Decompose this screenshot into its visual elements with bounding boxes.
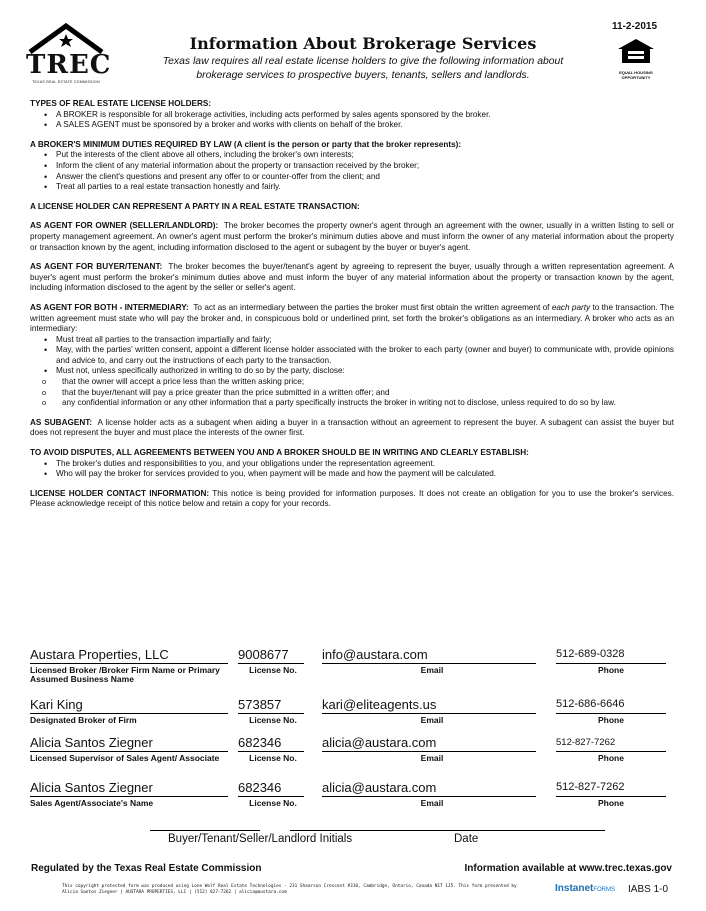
intermediary-sublist (30, 377, 674, 409)
owner-paragraph (30, 221, 674, 253)
broker-firm-row (30, 646, 674, 694)
initials-label: Buyer/Tenant/Seller/Landlord Initials (168, 833, 353, 845)
list-item: • May, with the parties' written consent, appoint a different license holder associated with the broker to each party (owner and buyer) to communicate with, provide opinions and advice to, and carry out the instructions of each party to the transaction. (56, 345, 674, 366)
designated-broker-phone-field[interactable]: 512-686-6646 (556, 696, 666, 714)
trec-logo (26, 22, 112, 92)
intermediary-text-b: to the transaction. The written agreement must state who will pay the broker and, in conspicuous bold or underlined print, set forth the broker's obligations as an intermediary. A broker who acts as an intermediary: (30, 302, 675, 334)
subagent-paragraph (30, 418, 674, 439)
sales-agent-license-field[interactable]: 682346 (238, 779, 304, 797)
designated-broker-name-field[interactable]: Kari King (30, 696, 228, 714)
supervisor-label: Licensed Supervisor of Sales Agent/ Associate (30, 753, 220, 763)
sales-agent-row (30, 779, 674, 827)
disputes-heading: TO AVOID DISPUTES, ALL AGREEMENTS BETWEEN YOU AND A BROKER SHOULD BE IN WRITING AND CLEARLY ESTABLISH: (30, 448, 529, 458)
subagent-lead: AS SUBAGENT: (30, 417, 93, 427)
logo-text: TREC (26, 50, 112, 80)
sales-agent-name-field[interactable]: Alicia Santos Ziegner (30, 779, 228, 797)
subtitle-line-2: brokerage services to prospective buyers, tenants, sellers and landlords. (196, 70, 530, 81)
list-item: • Must treat all parties to the transaction impartially and fairly; (56, 335, 674, 346)
form-id: IABS 1-0 (628, 884, 669, 895)
copyright-text: This copyright protected form was produced using Lone Wolf Real Estate Technologies - 231 Shearson Crescent #310, Cambridge, Ontario, Canada N1T 1J5. This form presented by Alicia Santos Ziegner | AUSTARA PROPERTIES, LLC | (512) 827-7262 | alicia@austara.com (62, 884, 517, 895)
list-item: • A BROKER is responsible for all brokerage activities, including acts performed by sales agents sponsored by the broker. (56, 110, 674, 121)
contact-text: This notice is being provided for information purposes. It does not create an obligation for you to use the broker's services. Please acknowledge receipt of this notice below and retain a copy for your records. (30, 488, 674, 509)
email-label: Email (420, 753, 444, 763)
subagent-text: A license holder acts as a subagent when aiding a buyer in a transaction without an agreement to represent the buyer. A subagent can assist the buyer but does not represent the buyer and must place the interests of the owner first. (30, 417, 674, 438)
buyer-text: The broker becomes the buyer/tenant's agent by agreeing to represent the buyer, usually through a written representation agreement. A buyer's agent must perform the broker's minimum duties above and must inform the buyer of any material information about the property or transaction known by the agent, including information disclosed to the agent by the seller or seller's agent. (30, 262, 674, 293)
list-item: • Put the interests of the client above all others, including the broker's own interests; (56, 150, 674, 161)
broker-email-field[interactable]: info@austara.com (322, 646, 536, 664)
sub-list-item: o that the buyer/tenant will pay a price greater than the price submitted in a written offer; and (62, 388, 674, 399)
initials-line-1[interactable] (150, 830, 260, 831)
intermediary-paragraph (30, 303, 674, 335)
intermediary-text-em: each party (551, 302, 591, 312)
intermediary-lead: AS AGENT FOR BOTH - INTERMEDIARY: (30, 302, 189, 312)
instanet-logo (555, 883, 615, 894)
sub-list-item: o that the owner will accept a price less than the written asking price; (62, 377, 674, 388)
supervisor-license-field[interactable]: 682346 (238, 734, 304, 752)
license-label: License No. (249, 753, 297, 763)
page-title: Information About Brokerage Services (189, 34, 537, 53)
duties-heading-text: A BROKER'S MINIMUM DUTIES REQUIRED BY LAW (A client is the person or party that the broker represents): (30, 139, 462, 149)
form-date: 11-2-2015 (612, 21, 658, 32)
date-line[interactable] (405, 830, 605, 831)
phone-label: Phone (598, 798, 624, 808)
phone-label: Phone (598, 665, 624, 675)
page-subtitle (132, 55, 594, 83)
broker-name-label: Licensed Broker /Broker Firm Name or Primary Assumed Business Name (30, 665, 220, 684)
designated-broker-license-field[interactable]: 573857 (238, 696, 304, 714)
phone-label: Phone (598, 715, 624, 725)
license-label: License No. (249, 715, 297, 725)
email-label: Email (420, 665, 444, 675)
email-label: Email (420, 798, 444, 808)
duties-list (30, 150, 674, 192)
supervisor-row (30, 734, 674, 782)
types-heading: TYPES OF REAL ESTATE LICENSE HOLDERS: (30, 99, 212, 108)
owner-lead: AS AGENT FOR OWNER (SELLER/LANDLORD): (30, 221, 219, 231)
buyer-paragraph (30, 262, 674, 294)
buyer-lead: AS AGENT FOR BUYER/TENANT: (30, 262, 163, 272)
logo-subtext: TEXAS REAL ESTATE COMMISSION (32, 80, 100, 84)
list-item: • A SALES AGENT must be sponsored by a broker and works with clients on behalf of the broker. (56, 120, 674, 131)
sales-agent-phone-field[interactable]: 512-827-7262 (556, 779, 666, 797)
list-item: • Who will pay the broker for services provided to you, when payment will be made and how the payment will be calculated. (56, 469, 674, 480)
sales-agent-label: Sales Agent/Associate's Name (30, 798, 154, 808)
list-item: • Treat all parties to a real estate transaction honestly and fairly. (56, 182, 674, 193)
supervisor-name-field[interactable]: Alicia Santos Ziegner (30, 734, 228, 752)
owner-text: The broker becomes the property owner's agent through an agreement with the owner, usually in a written listing to sell or property management agreement. An owner's agent must perform the broker's minimum duties above and must inform the owner of any material information about the property or transaction known by the agent, including information disclosed to the agent or subagent by the buyer or buyer's agent. (30, 221, 674, 252)
duties-heading (30, 140, 674, 151)
info-available-text: Information available at www.trec.texas.gov (464, 863, 672, 874)
contact-paragraph (30, 489, 674, 510)
eho-text: EQUAL HOUSING OPPORTUNITY (619, 70, 653, 80)
designated-broker-email-field[interactable]: kari@eliteagents.us (322, 696, 536, 714)
intermediary-list (30, 335, 674, 377)
designated-broker-label: Designated Broker of Firm (30, 715, 137, 725)
types-list (30, 110, 674, 131)
intermediary-text-a: To act as an intermediary between the parties the broker must first obtain the written agreement of (193, 302, 550, 312)
initials-line-2[interactable] (290, 830, 405, 831)
license-label: License No. (249, 798, 297, 808)
forms-text: FORMS (593, 887, 616, 893)
email-label: Email (420, 715, 444, 725)
represent-heading: A LICENSE HOLDER CAN REPRESENT A PARTY IN A REAL ESTATE TRANSACTION: (30, 201, 360, 211)
supervisor-email-field[interactable]: alicia@austara.com (322, 734, 536, 752)
phone-label: Phone (598, 753, 624, 763)
contact-lead: LICENSE HOLDER CONTACT INFORMATION: (30, 488, 210, 498)
sub-list-item: o any confidential information or any other information that a party specifically instructs the broker in writing not to disclose, unless required to do so by law. (62, 398, 674, 409)
list-item: • Answer the client's questions and present any offer to or counter-offer from the client; and (56, 172, 674, 183)
license-label: License No. (249, 665, 297, 675)
date-label: Date (454, 833, 479, 845)
notice-body (30, 99, 674, 510)
supervisor-phone-field[interactable]: 512-827-7262 (556, 734, 666, 752)
list-item: • Inform the client of any material information about the property or transaction received by the broker; (56, 161, 674, 172)
instanet-text: Instanet (555, 883, 594, 894)
broker-phone-field[interactable]: 512-689-0328 (556, 646, 666, 664)
disputes-list (30, 459, 674, 480)
broker-license-field[interactable]: 9008677 (238, 646, 304, 664)
regulated-by-text: Regulated by the Texas Real Estate Commission (31, 863, 262, 874)
broker-firm-name-field[interactable]: Austara Properties, LLC (30, 646, 228, 664)
sales-agent-email-field[interactable]: alicia@austara.com (322, 779, 536, 797)
list-item: • Must not, unless specifically authorized in writing to do so by the party, disclose: (56, 366, 674, 377)
subtitle-line-1: Texas law requires all real estate license holders to give the following information about (162, 56, 564, 67)
initials-date-row (150, 830, 610, 850)
list-item: • The broker's duties and responsibilities to you, and your obligations under the representation agreement. (56, 459, 674, 470)
equal-housing-icon (612, 37, 660, 80)
